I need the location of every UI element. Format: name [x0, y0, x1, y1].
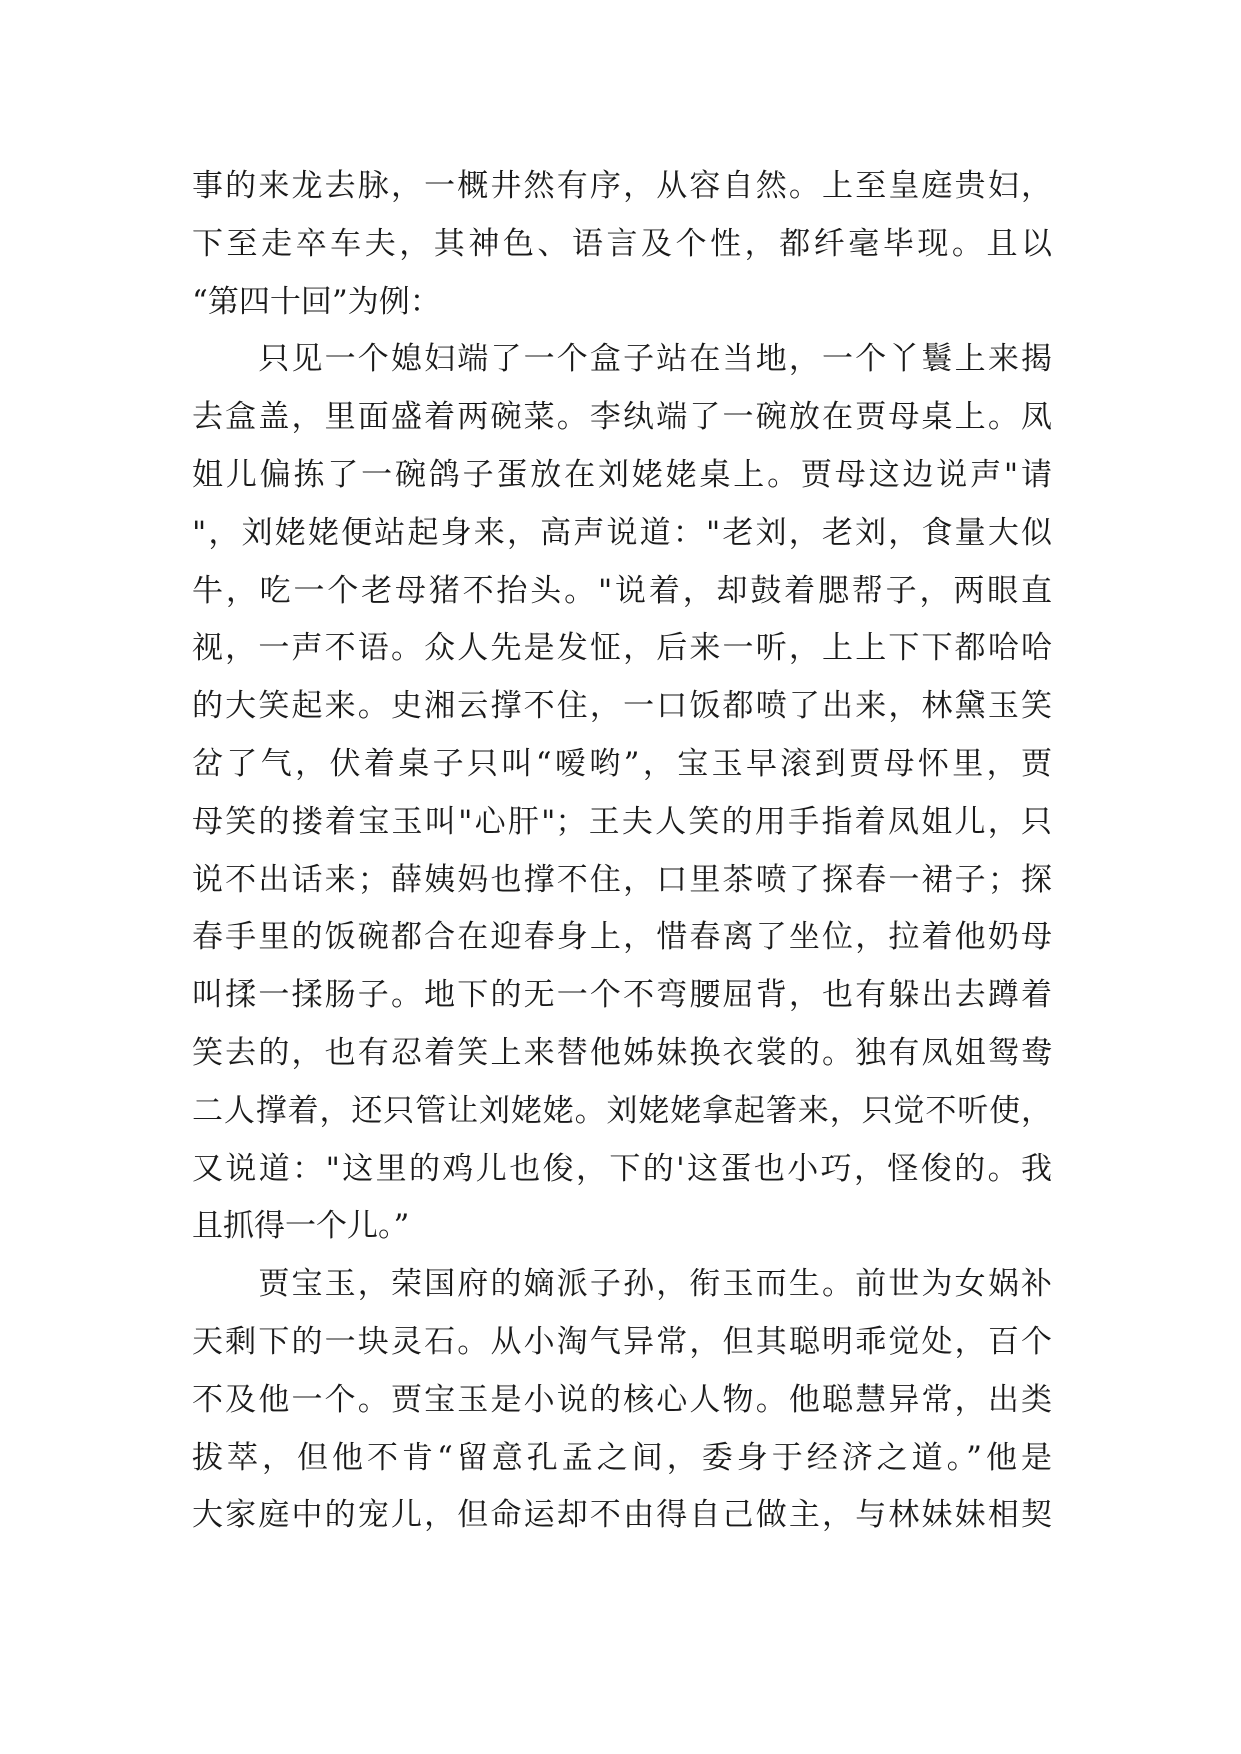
text-line: 视，一声不语。众人先是发怔，后来一听，上上下下都哈哈: [192, 630, 1052, 667]
text-line: 的大笑起来。史湘云撑不住，一口饭都喷了出来，林黛玉笑: [192, 688, 1052, 725]
text-line: 岔了气，伏着桌子只叫“嗳哟”，宝玉早滚到贾母怀里，贾: [192, 745, 1052, 782]
text-line: 天剩下的一块灵石。从小淘气异常，但其聪明乖觉处，百个: [192, 1323, 1052, 1360]
text-line: 去盒盖，里面盛着两碗菜。李纨端了一碗放在贾母桌上。凤: [192, 399, 1052, 436]
text-line: 叫揉一揉肠子。地下的无一个不弯腰屈背，也有躲出去蹲着: [192, 977, 1052, 1014]
text-line: 笑去的，也有忍着笑上来替他姊妹换衣裳的。独有凤姐鸳鸯: [192, 1034, 1052, 1071]
text-line: 拔萃，但他不肯“留意孔孟之间，委身于经济之道。”他是: [192, 1439, 1052, 1476]
text-line: 又说道："这里的鸡儿也俊，下的'这蛋也小巧，怪俊的。我: [192, 1150, 1052, 1187]
text-line: 牛，吃一个老母猪不抬头。"说着，却鼓着腮帮子，两眼直: [192, 572, 1052, 609]
text-line: 说不出话来；薛姨妈也撑不住，口里茶喷了探春一裙子；探: [192, 861, 1052, 898]
body-text: [192, 158, 1052, 1545]
text-line: 二人撑着，还只管让刘姥姥。刘姥姥拿起箸来，只觉不听使，: [192, 1092, 1052, 1129]
text-line: 春手里的饭碗都合在迎春身上，惜春离了坐位，拉着他奶母: [192, 919, 1052, 956]
text-line: 母笑的搂着宝玉叫"心肝"；王夫人笑的用手指着凤姐儿，只: [192, 803, 1052, 840]
text-line: 且抓得一个儿。”: [192, 1208, 410, 1245]
text-line: “第四十回”为例：: [192, 283, 441, 320]
text-line: 不及他一个。贾宝玉是小说的核心人物。他聪慧异常，出类: [192, 1381, 1052, 1418]
text-line: 姐儿偏拣了一碗鸽子蛋放在刘姥姥桌上。贾母这边说声"请: [192, 456, 1052, 493]
text-line: "，刘姥姥便站起身来，高声说道："老刘，老刘，食量大似: [192, 514, 1052, 551]
text-line: 只见一个媳妇端了一个盒子站在当地，一个丫鬟上来揭: [192, 341, 1052, 378]
text-line: 大家庭中的宠儿，但命运却不由得自己做主，与林妹妹相契: [192, 1497, 1052, 1534]
text-line: 下至走卒车夫，其神色、语言及个性，都纤毫毕现。且以: [192, 225, 1052, 262]
text-line: 事的来龙去脉，一概井然有序，从容自然。上至皇庭贵妇，: [192, 168, 1052, 204]
text-line: 贾宝玉，荣国府的嫡派子孙，衔玉而生。前世为女娲补: [192, 1266, 1052, 1303]
